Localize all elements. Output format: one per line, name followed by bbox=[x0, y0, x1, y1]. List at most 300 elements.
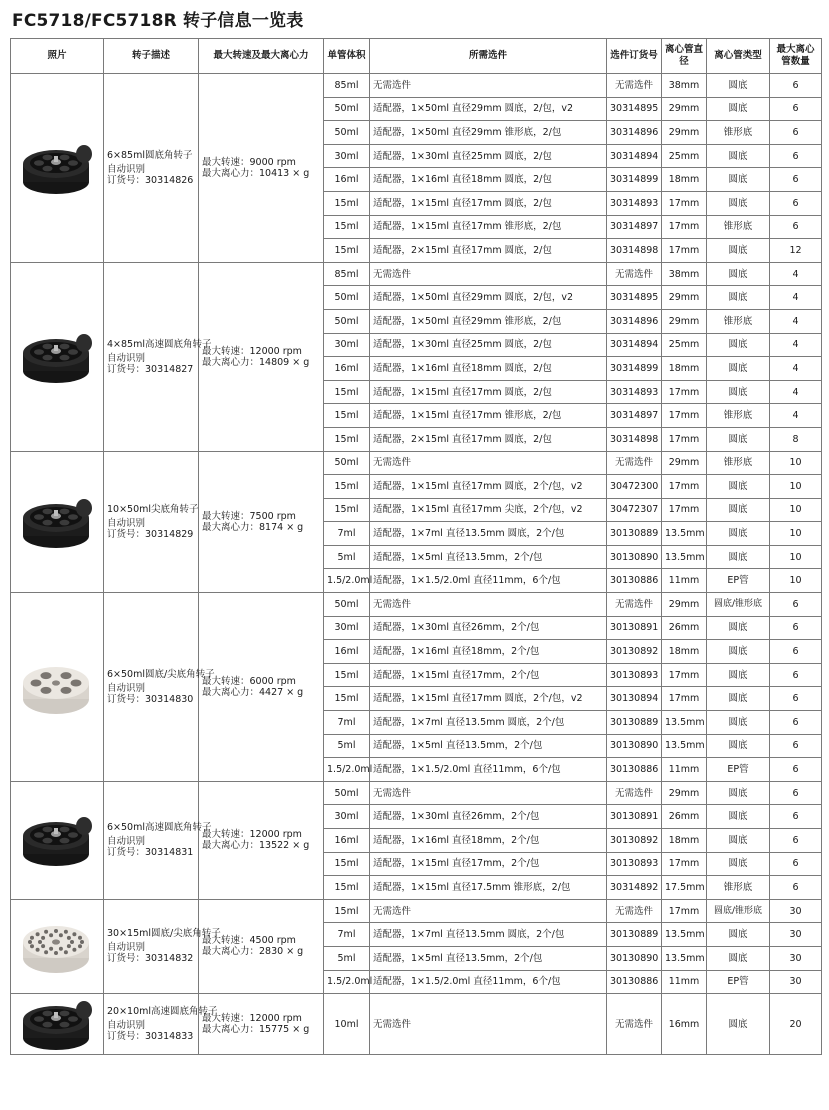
cell-accessory: 无需选件 bbox=[370, 781, 607, 805]
cell-order-no: 无需选件 bbox=[607, 262, 662, 286]
cell-order-no: 30472300 bbox=[607, 475, 662, 499]
rotor-speed-line: 最大离心力：2830 × g bbox=[202, 946, 304, 958]
cell-accessory: 适配器，1×15ml 直径17mm 圆底，2个/包，v2 bbox=[370, 687, 607, 711]
cell-accessory: 适配器，1×16ml 直径18mm，2个/包 bbox=[370, 640, 607, 664]
rotor-description-line: 订货号：30314833 bbox=[107, 1031, 194, 1043]
cell-tube-type: 圆底 bbox=[707, 923, 770, 947]
cell-order-no: 30130889 bbox=[607, 711, 662, 735]
cell-diameter: 13.5mm bbox=[662, 711, 707, 735]
header-volume: 单管体积 bbox=[324, 39, 370, 74]
cell-max-count: 10 bbox=[770, 451, 822, 475]
cell-order-no: 30314897 bbox=[607, 215, 662, 239]
rotor-speed-line: 最大离心力：15775 × g bbox=[202, 1024, 310, 1036]
cell-max-count: 6 bbox=[770, 711, 822, 735]
rotor-speed-line: 最大离心力：14809 × g bbox=[202, 356, 310, 368]
table-row bbox=[11, 899, 822, 923]
rotor-description bbox=[104, 262, 212, 451]
cell-volume: 15ml bbox=[324, 852, 370, 876]
cell-accessory: 适配器，1×30ml 直径25mm 圆底，2/包 bbox=[370, 144, 607, 168]
cell-max-count: 4 bbox=[770, 262, 822, 286]
cell-order-no: 30130886 bbox=[607, 970, 662, 994]
cell-order-no: 30314896 bbox=[607, 121, 662, 145]
cell-diameter: 17mm bbox=[662, 191, 707, 215]
page-title: FC5718/FC5718R 转子信息一览表 bbox=[12, 11, 304, 31]
cell-diameter: 11mm bbox=[662, 970, 707, 994]
cell-accessory: 适配器，1×1.5/2.0ml 直径11mm，6个/包 bbox=[370, 970, 607, 994]
rotor-speed bbox=[199, 899, 324, 993]
cell-order-no: 30314895 bbox=[607, 97, 662, 121]
cell-max-count: 4 bbox=[770, 404, 822, 428]
rotor-speed-line: 最大转速：4500 rpm bbox=[202, 935, 296, 947]
cell-accessory: 适配器，1×50ml 直径29mm 圆底，2/包，v2 bbox=[370, 286, 607, 310]
rotor-speed-line: 最大离心力：10413 × g bbox=[202, 167, 310, 179]
rotor-speed bbox=[199, 451, 324, 593]
cell-max-count: 6 bbox=[770, 616, 822, 640]
cell-diameter: 17mm bbox=[662, 475, 707, 499]
rotor-speed bbox=[199, 593, 324, 782]
cell-volume: 10ml bbox=[324, 994, 370, 1055]
cell-tube-type: 圆底 bbox=[707, 687, 770, 711]
rotor-photo bbox=[11, 781, 104, 899]
cell-volume: 30ml bbox=[324, 805, 370, 829]
cell-tube-type: 圆底 bbox=[707, 994, 770, 1055]
cell-volume: 16ml bbox=[324, 357, 370, 381]
cell-volume: 7ml bbox=[324, 711, 370, 735]
cell-order-no: 30314894 bbox=[607, 144, 662, 168]
cell-accessory: 适配器，1×15ml 直径17mm 锥形底，2/包 bbox=[370, 215, 607, 239]
cell-diameter: 13.5mm bbox=[662, 734, 707, 758]
cell-accessory: 适配器，1×16ml 直径18mm 圆底，2/包 bbox=[370, 357, 607, 381]
cell-max-count: 10 bbox=[770, 498, 822, 522]
cell-accessory: 适配器，2×15ml 直径17mm 圆底，2/包 bbox=[370, 239, 607, 263]
cell-tube-type: 锥形底 bbox=[707, 404, 770, 428]
rotor-description-line: 订货号：30314827 bbox=[107, 363, 194, 375]
cell-order-no: 无需选件 bbox=[607, 74, 662, 98]
cell-accessory: 无需选件 bbox=[370, 899, 607, 923]
rotor-description-line: 订货号：30314832 bbox=[107, 953, 194, 965]
cell-volume: 15ml bbox=[324, 239, 370, 263]
cell-max-count: 6 bbox=[770, 121, 822, 145]
cell-volume: 1.5/2.0ml bbox=[324, 569, 370, 593]
cell-max-count: 6 bbox=[770, 191, 822, 215]
table-row bbox=[11, 593, 822, 617]
cell-volume: 15ml bbox=[324, 215, 370, 239]
cell-order-no: 无需选件 bbox=[607, 994, 662, 1055]
rotor-description-line: 订货号：30314831 bbox=[107, 847, 194, 859]
header-photo: 照片 bbox=[11, 39, 104, 74]
cell-order-no: 30314899 bbox=[607, 168, 662, 192]
cell-order-no: 30130889 bbox=[607, 923, 662, 947]
cell-tube-type: 圆底 bbox=[707, 74, 770, 98]
cell-volume: 30ml bbox=[324, 333, 370, 357]
header-accessory: 所需选件 bbox=[370, 39, 607, 74]
cell-order-no: 30130893 bbox=[607, 852, 662, 876]
cell-diameter: 18mm bbox=[662, 168, 707, 192]
cell-volume: 50ml bbox=[324, 309, 370, 333]
rotor-description bbox=[104, 994, 218, 1055]
cell-order-no: 30472307 bbox=[607, 498, 662, 522]
rotor-description-line: 6×50ml高速圆底角转子 bbox=[107, 822, 212, 834]
rotor-description-line: 6×50ml圆底/尖底角转子 bbox=[107, 668, 215, 680]
cell-diameter: 29mm bbox=[662, 97, 707, 121]
cell-diameter: 38mm bbox=[662, 74, 707, 98]
header-tube-type: 离心管类型 bbox=[707, 39, 770, 74]
cell-tube-type: EP管 bbox=[707, 970, 770, 994]
table-row bbox=[11, 781, 822, 805]
cell-tube-type: 锥形底 bbox=[707, 876, 770, 900]
table-row bbox=[11, 74, 822, 98]
rotor-photo bbox=[11, 593, 104, 782]
cell-volume: 1.5/2.0ml bbox=[324, 758, 370, 782]
table-header bbox=[11, 39, 822, 74]
cell-volume: 50ml bbox=[324, 593, 370, 617]
cell-accessory: 适配器，1×15ml 直径17mm 圆底，2个/包，v2 bbox=[370, 475, 607, 499]
rotor-photo bbox=[11, 994, 104, 1055]
cell-volume: 5ml bbox=[324, 734, 370, 758]
cell-order-no: 30130886 bbox=[607, 758, 662, 782]
cell-diameter: 17mm bbox=[662, 663, 707, 687]
cell-diameter: 29mm bbox=[662, 121, 707, 145]
cell-accessory: 适配器，1×30ml 直径25mm 圆底，2/包 bbox=[370, 333, 607, 357]
rotor-description bbox=[104, 74, 199, 263]
cell-tube-type: EP管 bbox=[707, 758, 770, 782]
rotor-description-line: 30×15ml圆底/尖底角转子 bbox=[107, 928, 221, 940]
cell-order-no: 30314893 bbox=[607, 191, 662, 215]
cell-tube-type: 圆底 bbox=[707, 663, 770, 687]
cell-order-no: 无需选件 bbox=[607, 781, 662, 805]
rotor-description-line: 订货号：30314830 bbox=[107, 693, 194, 705]
cell-max-count: 6 bbox=[770, 144, 822, 168]
cell-accessory: 无需选件 bbox=[370, 593, 607, 617]
cell-max-count: 6 bbox=[770, 593, 822, 617]
rotor-table bbox=[10, 38, 822, 1055]
rotor-description-line: 自动识别 bbox=[107, 163, 146, 175]
table-row bbox=[11, 262, 822, 286]
cell-order-no: 30130893 bbox=[607, 663, 662, 687]
cell-volume: 15ml bbox=[324, 427, 370, 451]
cell-volume: 85ml bbox=[324, 262, 370, 286]
cell-max-count: 6 bbox=[770, 734, 822, 758]
cell-max-count: 6 bbox=[770, 781, 822, 805]
cell-accessory: 适配器，1×15ml 直径17.5mm 锥形底，2/包 bbox=[370, 876, 607, 900]
cell-volume: 30ml bbox=[324, 616, 370, 640]
cell-volume: 85ml bbox=[324, 74, 370, 98]
cell-volume: 50ml bbox=[324, 97, 370, 121]
rotor-description-line: 自动识别 bbox=[107, 836, 146, 848]
cell-tube-type: 圆底 bbox=[707, 852, 770, 876]
cell-max-count: 20 bbox=[770, 994, 822, 1055]
cell-diameter: 26mm bbox=[662, 616, 707, 640]
cell-diameter: 13.5mm bbox=[662, 522, 707, 546]
cell-tube-type: 圆底 bbox=[707, 616, 770, 640]
cell-tube-type: 圆底 bbox=[707, 427, 770, 451]
cell-accessory: 适配器，1×30ml 直径26mm，2个/包 bbox=[370, 616, 607, 640]
cell-volume: 16ml bbox=[324, 168, 370, 192]
cell-order-no: 30130892 bbox=[607, 640, 662, 664]
cell-diameter: 16mm bbox=[662, 994, 707, 1055]
cell-max-count: 6 bbox=[770, 663, 822, 687]
cell-accessory: 适配器，1×15ml 直径17mm，2个/包 bbox=[370, 663, 607, 687]
cell-order-no: 30130894 bbox=[607, 687, 662, 711]
cell-diameter: 17mm bbox=[662, 215, 707, 239]
rotor-description-line: 4×85ml高速圆底角转子 bbox=[107, 338, 212, 350]
cell-volume: 15ml bbox=[324, 380, 370, 404]
cell-max-count: 4 bbox=[770, 309, 822, 333]
rotor-description-line: 订货号：30314829 bbox=[107, 528, 194, 540]
cell-diameter: 25mm bbox=[662, 144, 707, 168]
rotor-speed bbox=[199, 781, 324, 899]
cell-accessory: 适配器，1×5ml 直径13.5mm，2个/包 bbox=[370, 545, 607, 569]
cell-volume: 15ml bbox=[324, 687, 370, 711]
cell-tube-type: 锥形底 bbox=[707, 215, 770, 239]
cell-volume: 15ml bbox=[324, 663, 370, 687]
header-diameter: 离心管直径 bbox=[662, 39, 707, 74]
cell-accessory: 适配器，1×7ml 直径13.5mm 圆底，2个/包 bbox=[370, 923, 607, 947]
rotor-speed-line: 最大离心力：13522 × g bbox=[202, 840, 310, 852]
cell-accessory: 适配器，1×50ml 直径29mm 锥形底，2/包 bbox=[370, 121, 607, 145]
cell-volume: 50ml bbox=[324, 121, 370, 145]
cell-diameter: 29mm bbox=[662, 451, 707, 475]
rotor-description-line: 订货号：30314826 bbox=[107, 174, 194, 186]
rotor-description bbox=[104, 593, 215, 782]
cell-tube-type: 锥形底 bbox=[707, 121, 770, 145]
cell-max-count: 6 bbox=[770, 805, 822, 829]
cell-order-no: 30130890 bbox=[607, 734, 662, 758]
cell-volume: 15ml bbox=[324, 498, 370, 522]
cell-order-no: 30314897 bbox=[607, 404, 662, 428]
cell-order-no: 30314892 bbox=[607, 876, 662, 900]
cell-max-count: 30 bbox=[770, 946, 822, 970]
rotor-description-line: 自动识别 bbox=[107, 1020, 146, 1032]
cell-volume: 15ml bbox=[324, 899, 370, 923]
cell-accessory: 适配器，1×50ml 直径29mm 圆底，2/包，v2 bbox=[370, 97, 607, 121]
cell-diameter: 18mm bbox=[662, 640, 707, 664]
cell-tube-type: 圆底 bbox=[707, 144, 770, 168]
cell-order-no: 30314893 bbox=[607, 380, 662, 404]
cell-tube-type: 圆底 bbox=[707, 286, 770, 310]
cell-diameter: 11mm bbox=[662, 569, 707, 593]
cell-order-no: 无需选件 bbox=[607, 451, 662, 475]
rotor-speed bbox=[199, 74, 324, 263]
cell-order-no: 30314898 bbox=[607, 239, 662, 263]
cell-tube-type: 圆底 bbox=[707, 640, 770, 664]
header-speed: 最大转速及最大离心力 bbox=[199, 39, 324, 74]
cell-tube-type: 圆底 bbox=[707, 522, 770, 546]
cell-tube-type: 圆底 bbox=[707, 191, 770, 215]
cell-order-no: 30130891 bbox=[607, 616, 662, 640]
cell-max-count: 10 bbox=[770, 475, 822, 499]
cell-diameter: 18mm bbox=[662, 357, 707, 381]
cell-order-no: 30130889 bbox=[607, 522, 662, 546]
cell-volume: 16ml bbox=[324, 829, 370, 853]
cell-accessory: 无需选件 bbox=[370, 994, 607, 1055]
cell-order-no: 30130892 bbox=[607, 829, 662, 853]
cell-max-count: 30 bbox=[770, 970, 822, 994]
cell-diameter: 17mm bbox=[662, 404, 707, 428]
cell-tube-type: 圆底 bbox=[707, 357, 770, 381]
cell-accessory: 适配器，1×15ml 直径17mm 尖底，2个/包，v2 bbox=[370, 498, 607, 522]
cell-accessory: 无需选件 bbox=[370, 451, 607, 475]
cell-diameter: 13.5mm bbox=[662, 545, 707, 569]
table-body bbox=[11, 74, 822, 1055]
cell-tube-type: 圆底 bbox=[707, 805, 770, 829]
rotor-speed bbox=[199, 994, 324, 1055]
cell-max-count: 8 bbox=[770, 427, 822, 451]
cell-max-count: 4 bbox=[770, 333, 822, 357]
cell-max-count: 6 bbox=[770, 852, 822, 876]
cell-diameter: 25mm bbox=[662, 333, 707, 357]
cell-diameter: 26mm bbox=[662, 805, 707, 829]
rotor-description bbox=[104, 451, 199, 593]
cell-tube-type: 圆底 bbox=[707, 711, 770, 735]
cell-diameter: 29mm bbox=[662, 593, 707, 617]
rotor-description-line: 10×50ml尖底角转子 bbox=[107, 503, 199, 515]
cell-diameter: 11mm bbox=[662, 758, 707, 782]
cell-volume: 15ml bbox=[324, 876, 370, 900]
cell-tube-type: EP管 bbox=[707, 569, 770, 593]
cell-volume: 5ml bbox=[324, 946, 370, 970]
cell-diameter: 17mm bbox=[662, 498, 707, 522]
cell-order-no: 30314894 bbox=[607, 333, 662, 357]
cell-diameter: 17mm bbox=[662, 899, 707, 923]
cell-diameter: 13.5mm bbox=[662, 923, 707, 947]
rotor-description-line: 20×10ml高速圆底角转子 bbox=[107, 1006, 218, 1018]
cell-accessory: 适配器，1×16ml 直径18mm，2个/包 bbox=[370, 829, 607, 853]
cell-volume: 50ml bbox=[324, 451, 370, 475]
table-row bbox=[11, 451, 822, 475]
cell-diameter: 13.5mm bbox=[662, 946, 707, 970]
header-order-no: 选件订货号 bbox=[607, 39, 662, 74]
rotor-description-line: 自动识别 bbox=[107, 517, 146, 529]
rotor-speed-line: 最大转速：6000 rpm bbox=[202, 675, 296, 687]
cell-max-count: 4 bbox=[770, 380, 822, 404]
cell-accessory: 适配器，1×7ml 直径13.5mm 圆底，2个/包 bbox=[370, 522, 607, 546]
cell-volume: 1.5/2.0ml bbox=[324, 970, 370, 994]
cell-accessory: 适配器，1×15ml 直径17mm 圆底，2/包 bbox=[370, 380, 607, 404]
cell-accessory: 适配器，1×5ml 直径13.5mm，2个/包 bbox=[370, 734, 607, 758]
cell-max-count: 6 bbox=[770, 168, 822, 192]
cell-volume: 15ml bbox=[324, 404, 370, 428]
rotor-photo bbox=[11, 74, 104, 263]
rotor-description-line: 自动识别 bbox=[107, 942, 146, 954]
cell-order-no: 30314898 bbox=[607, 427, 662, 451]
cell-max-count: 6 bbox=[770, 215, 822, 239]
cell-tube-type: 圆底/锥形底 bbox=[707, 899, 770, 923]
cell-volume: 5ml bbox=[324, 545, 370, 569]
cell-diameter: 17mm bbox=[662, 239, 707, 263]
cell-diameter: 29mm bbox=[662, 781, 707, 805]
cell-max-count: 4 bbox=[770, 357, 822, 381]
cell-volume: 50ml bbox=[324, 781, 370, 805]
cell-volume: 30ml bbox=[324, 144, 370, 168]
cell-order-no: 30314895 bbox=[607, 286, 662, 310]
cell-tube-type: 圆底 bbox=[707, 168, 770, 192]
cell-volume: 7ml bbox=[324, 522, 370, 546]
cell-max-count: 10 bbox=[770, 545, 822, 569]
rotor-description-line: 6×85ml圆底角转子 bbox=[107, 149, 193, 161]
cell-tube-type: 圆底 bbox=[707, 262, 770, 286]
cell-volume: 50ml bbox=[324, 286, 370, 310]
cell-max-count: 6 bbox=[770, 74, 822, 98]
cell-max-count: 6 bbox=[770, 97, 822, 121]
cell-accessory: 适配器，1×16ml 直径18mm 圆底，2/包 bbox=[370, 168, 607, 192]
rotor-speed-line: 最大离心力：8174 × g bbox=[202, 521, 304, 533]
cell-order-no: 30130890 bbox=[607, 946, 662, 970]
cell-accessory: 无需选件 bbox=[370, 74, 607, 98]
cell-accessory: 适配器，1×15ml 直径17mm 圆底，2/包 bbox=[370, 191, 607, 215]
cell-tube-type: 锥形底 bbox=[707, 309, 770, 333]
cell-diameter: 17mm bbox=[662, 427, 707, 451]
rotor-description bbox=[104, 781, 212, 899]
cell-volume: 15ml bbox=[324, 191, 370, 215]
rotor-speed-line: 最大离心力：4427 × g bbox=[202, 686, 304, 698]
cell-max-count: 6 bbox=[770, 829, 822, 853]
rotor-description-line: 自动识别 bbox=[107, 352, 146, 364]
rotor-speed bbox=[199, 262, 324, 451]
cell-tube-type: 圆底 bbox=[707, 97, 770, 121]
rotor-speed-line: 最大转速：7500 rpm bbox=[202, 510, 296, 522]
cell-diameter: 17.5mm bbox=[662, 876, 707, 900]
rotor-photo bbox=[11, 262, 104, 451]
cell-order-no: 30130886 bbox=[607, 569, 662, 593]
cell-max-count: 10 bbox=[770, 569, 822, 593]
cell-accessory: 适配器，1×15ml 直径17mm，2个/包 bbox=[370, 852, 607, 876]
header-desc: 转子描述 bbox=[104, 39, 199, 74]
cell-tube-type: 圆底 bbox=[707, 946, 770, 970]
cell-diameter: 29mm bbox=[662, 286, 707, 310]
cell-accessory: 适配器，1×15ml 直径17mm 锥形底，2/包 bbox=[370, 404, 607, 428]
cell-tube-type: 圆底 bbox=[707, 333, 770, 357]
cell-tube-type: 锥形底 bbox=[707, 451, 770, 475]
rotor-description bbox=[104, 899, 221, 993]
cell-tube-type: 圆底 bbox=[707, 475, 770, 499]
cell-order-no: 30130891 bbox=[607, 805, 662, 829]
cell-accessory: 适配器，2×15ml 直径17mm 圆底，2/包 bbox=[370, 427, 607, 451]
cell-tube-type: 圆底 bbox=[707, 545, 770, 569]
cell-order-no: 30130890 bbox=[607, 545, 662, 569]
cell-order-no: 无需选件 bbox=[607, 899, 662, 923]
cell-max-count: 30 bbox=[770, 899, 822, 923]
cell-max-count: 12 bbox=[770, 239, 822, 263]
cell-order-no: 30314896 bbox=[607, 309, 662, 333]
cell-max-count: 6 bbox=[770, 876, 822, 900]
rotor-speed-line: 最大转速：12000 rpm bbox=[202, 345, 302, 357]
cell-diameter: 17mm bbox=[662, 852, 707, 876]
cell-tube-type: 圆底 bbox=[707, 239, 770, 263]
cell-diameter: 29mm bbox=[662, 309, 707, 333]
rotor-speed-line: 最大转速：9000 rpm bbox=[202, 156, 296, 168]
cell-accessory: 适配器，1×1.5/2.0ml 直径11mm，6个/包 bbox=[370, 569, 607, 593]
rotor-speed-line: 最大转速：12000 rpm bbox=[202, 1013, 302, 1025]
cell-accessory: 适配器，1×30ml 直径26mm，2个/包 bbox=[370, 805, 607, 829]
cell-accessory: 适配器，1×5ml 直径13.5mm，2个/包 bbox=[370, 946, 607, 970]
cell-max-count: 6 bbox=[770, 758, 822, 782]
cell-volume: 15ml bbox=[324, 475, 370, 499]
cell-tube-type: 圆底 bbox=[707, 498, 770, 522]
rotor-speed-line: 最大转速：12000 rpm bbox=[202, 829, 302, 841]
rotor-description-line: 自动识别 bbox=[107, 682, 146, 694]
cell-max-count: 6 bbox=[770, 640, 822, 664]
cell-max-count: 6 bbox=[770, 687, 822, 711]
cell-tube-type: 圆底 bbox=[707, 734, 770, 758]
cell-diameter: 38mm bbox=[662, 262, 707, 286]
cell-diameter: 17mm bbox=[662, 687, 707, 711]
cell-order-no: 无需选件 bbox=[607, 593, 662, 617]
cell-tube-type: 圆底 bbox=[707, 829, 770, 853]
header-max-count: 最大离心管数量 bbox=[770, 39, 822, 74]
cell-accessory: 适配器，1×7ml 直径13.5mm 圆底，2个/包 bbox=[370, 711, 607, 735]
cell-tube-type: 圆底 bbox=[707, 380, 770, 404]
